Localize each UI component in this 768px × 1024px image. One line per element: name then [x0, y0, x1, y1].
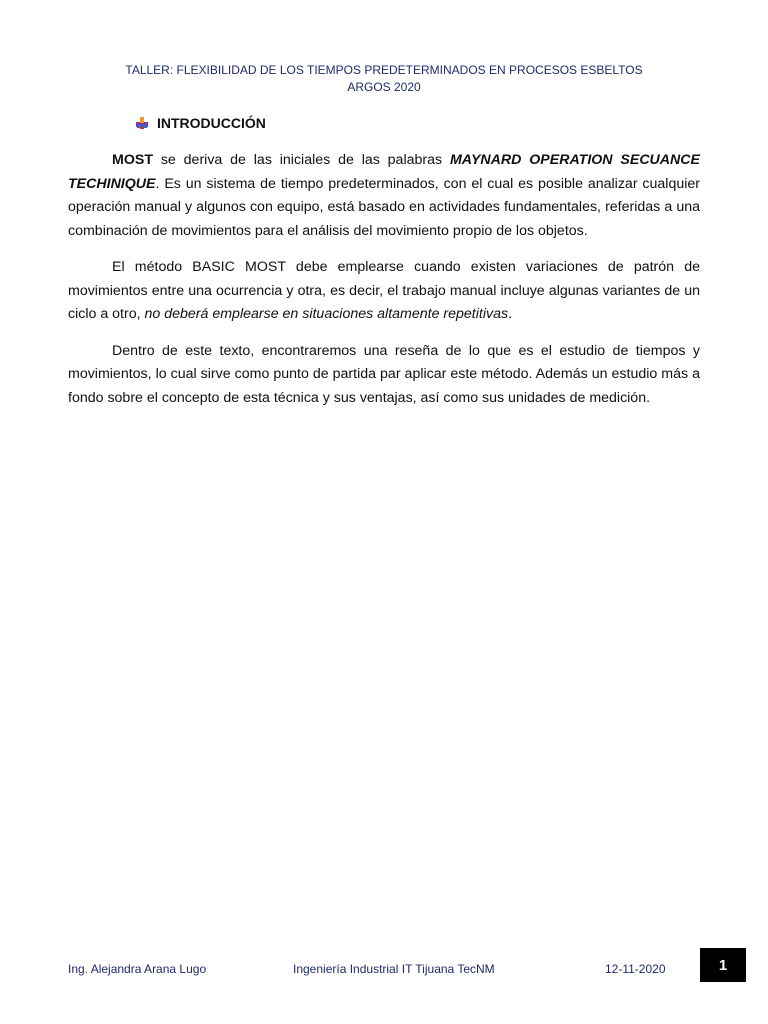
paragraph-2	[68, 256, 700, 327]
term-most: MOST	[112, 152, 153, 168]
p2-italic: no deberá emplearse en situaciones altamente repetitivas	[144, 306, 509, 322]
footer-date: 12-11-2020	[605, 962, 666, 976]
term-maynard: MAYNARD OPERATION SECUANCE TECHINIQUE	[68, 152, 701, 192]
paragraph-1	[68, 149, 700, 243]
p2-text-2: .	[508, 306, 513, 322]
footer-author: Ing. Alejandra Arana Lugo	[68, 962, 207, 976]
page-number: 1	[700, 948, 746, 982]
header-subtitle: ARGOS 2020	[347, 80, 421, 94]
document-body	[68, 149, 700, 423]
section-heading	[134, 115, 266, 131]
p1-text-2: . Es un sistema de tiempo predeterminados, con el cual es posible analizar cualquier operación manual y algunos con equipo, está basado en actividades fundamentales, referidas a una combinación de movimientos para el análisis del movimiento propio de los objetos.	[68, 175, 700, 239]
document-header	[0, 62, 768, 96]
p3-text-1: Dentro de este texto, encontraremos una reseña de lo que es el estudio de tiempos y movimientos, lo cual sirve como punto de partida par aplicar este método. Además un estudio más a fondo sobre el concepto de esta técnica y sus ventajas, así como sus unidades de medición.	[68, 342, 700, 406]
footer-institution: Ingeniería Industrial IT Tijuana TecNM	[293, 962, 495, 976]
header-title: TALLER: FLEXIBILIDAD DE LOS TIEMPOS PREDETERMINADOS EN PROCESOS ESBELTOS	[125, 63, 643, 77]
p2-text-1: El método BASIC MOST debe emplearse cuando existen variaciones de patrón de movimientos entre una ocurrencia y otra, es decir, el trabajo manual incluye algunas variantes de un ciclo a otro,	[68, 259, 700, 322]
bullet-hand-icon	[134, 115, 150, 131]
section-title: INTRODUCCIÓN	[157, 115, 266, 131]
p1-text-1: se deriva de las iniciales de las palabras	[152, 152, 450, 168]
paragraph-3	[68, 340, 700, 411]
